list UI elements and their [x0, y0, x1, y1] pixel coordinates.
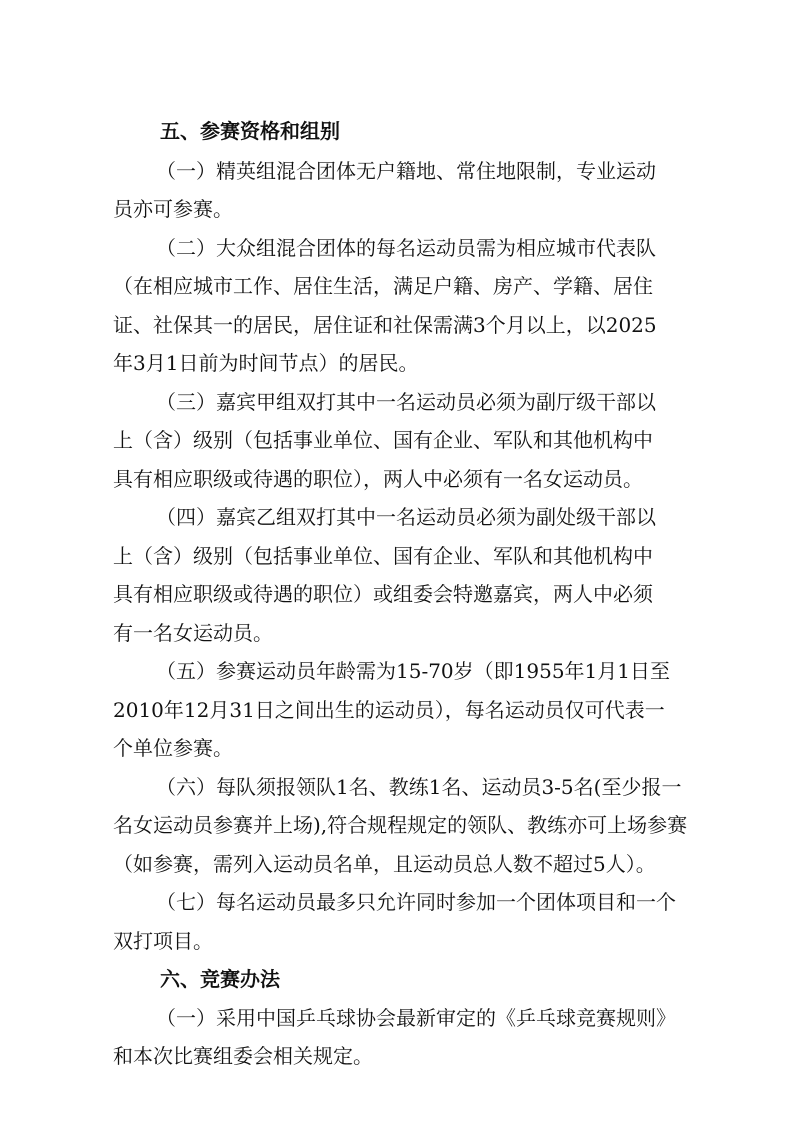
paragraph-line: （六）每队须报领队1名、教练1名、运动员3-5名(至少报一 — [156, 775, 682, 799]
section-heading-6: 六、竞赛办法 — [160, 967, 280, 991]
paragraph-line: （一）精英组混合团体无户籍地、常住地限制，专业运动 — [156, 159, 656, 183]
paragraph-line: 有一名女运动员。 — [113, 621, 273, 645]
paragraph-line: （三）嘉宾甲组双打其中一名运动员必须为副厅级干部以 — [156, 390, 656, 414]
paragraph-line: 名女运动员参赛并上场),符合规程规定的领队、教练亦可上场参赛 — [113, 813, 688, 837]
paragraph-line: （二）大众组混合团体的每名运动员需为相应城市代表队 — [156, 236, 656, 260]
paragraph-line: 具有相应职级或待遇的职位），两人中必须有一名女运动员。 — [113, 467, 643, 491]
paragraph-line: 2010年12月31日之间出生的运动员），每名运动员仅可代表一 — [113, 698, 665, 722]
paragraph-line: （一）采用中国乒乓球协会最新审定的《乒乓球竞赛规则》 — [156, 1006, 676, 1030]
section-heading-5: 五、参赛资格和组别 — [160, 119, 340, 143]
paragraph-line: （四）嘉宾乙组双打其中一名运动员必须为副处级干部以 — [156, 505, 656, 529]
paragraph-line: 个单位参赛。 — [113, 736, 233, 760]
paragraph-line: （在相应城市工作、居住生活，满足户籍、房产、学籍、居住 — [113, 274, 653, 298]
paragraph-line: 上（含）级别（包括事业单位、国有企业、军队和其他机构中 — [113, 428, 653, 452]
paragraph-line: （七）每名运动员最多只允许同时参加一个团体项目和一个 — [156, 890, 676, 914]
paragraph-line: 年3月1日前为时间节点）的居民。 — [113, 351, 419, 375]
paragraph-line: （五）参赛运动员年龄需为15-70岁（即1955年1月1日至 — [156, 659, 671, 683]
paragraph-line: 双打项目。 — [113, 929, 213, 953]
paragraph-line: 证、社保其一的居民，居住证和社保需满3个月以上，以2025 — [113, 313, 657, 337]
paragraph-line: 员亦可参赛。 — [113, 197, 233, 221]
paragraph-line: 上（含）级别（包括事业单位、国有企业、军队和其他机构中 — [113, 544, 653, 568]
paragraph-line: （如参赛，需列入运动员名单，且运动员总人数不超过5人）。 — [113, 852, 656, 876]
paragraph-line: 具有相应职级或待遇的职位）或组委会特邀嘉宾，两人中必须 — [113, 582, 653, 606]
paragraph-line: 和本次比赛组委会相关规定。 — [113, 1044, 373, 1068]
